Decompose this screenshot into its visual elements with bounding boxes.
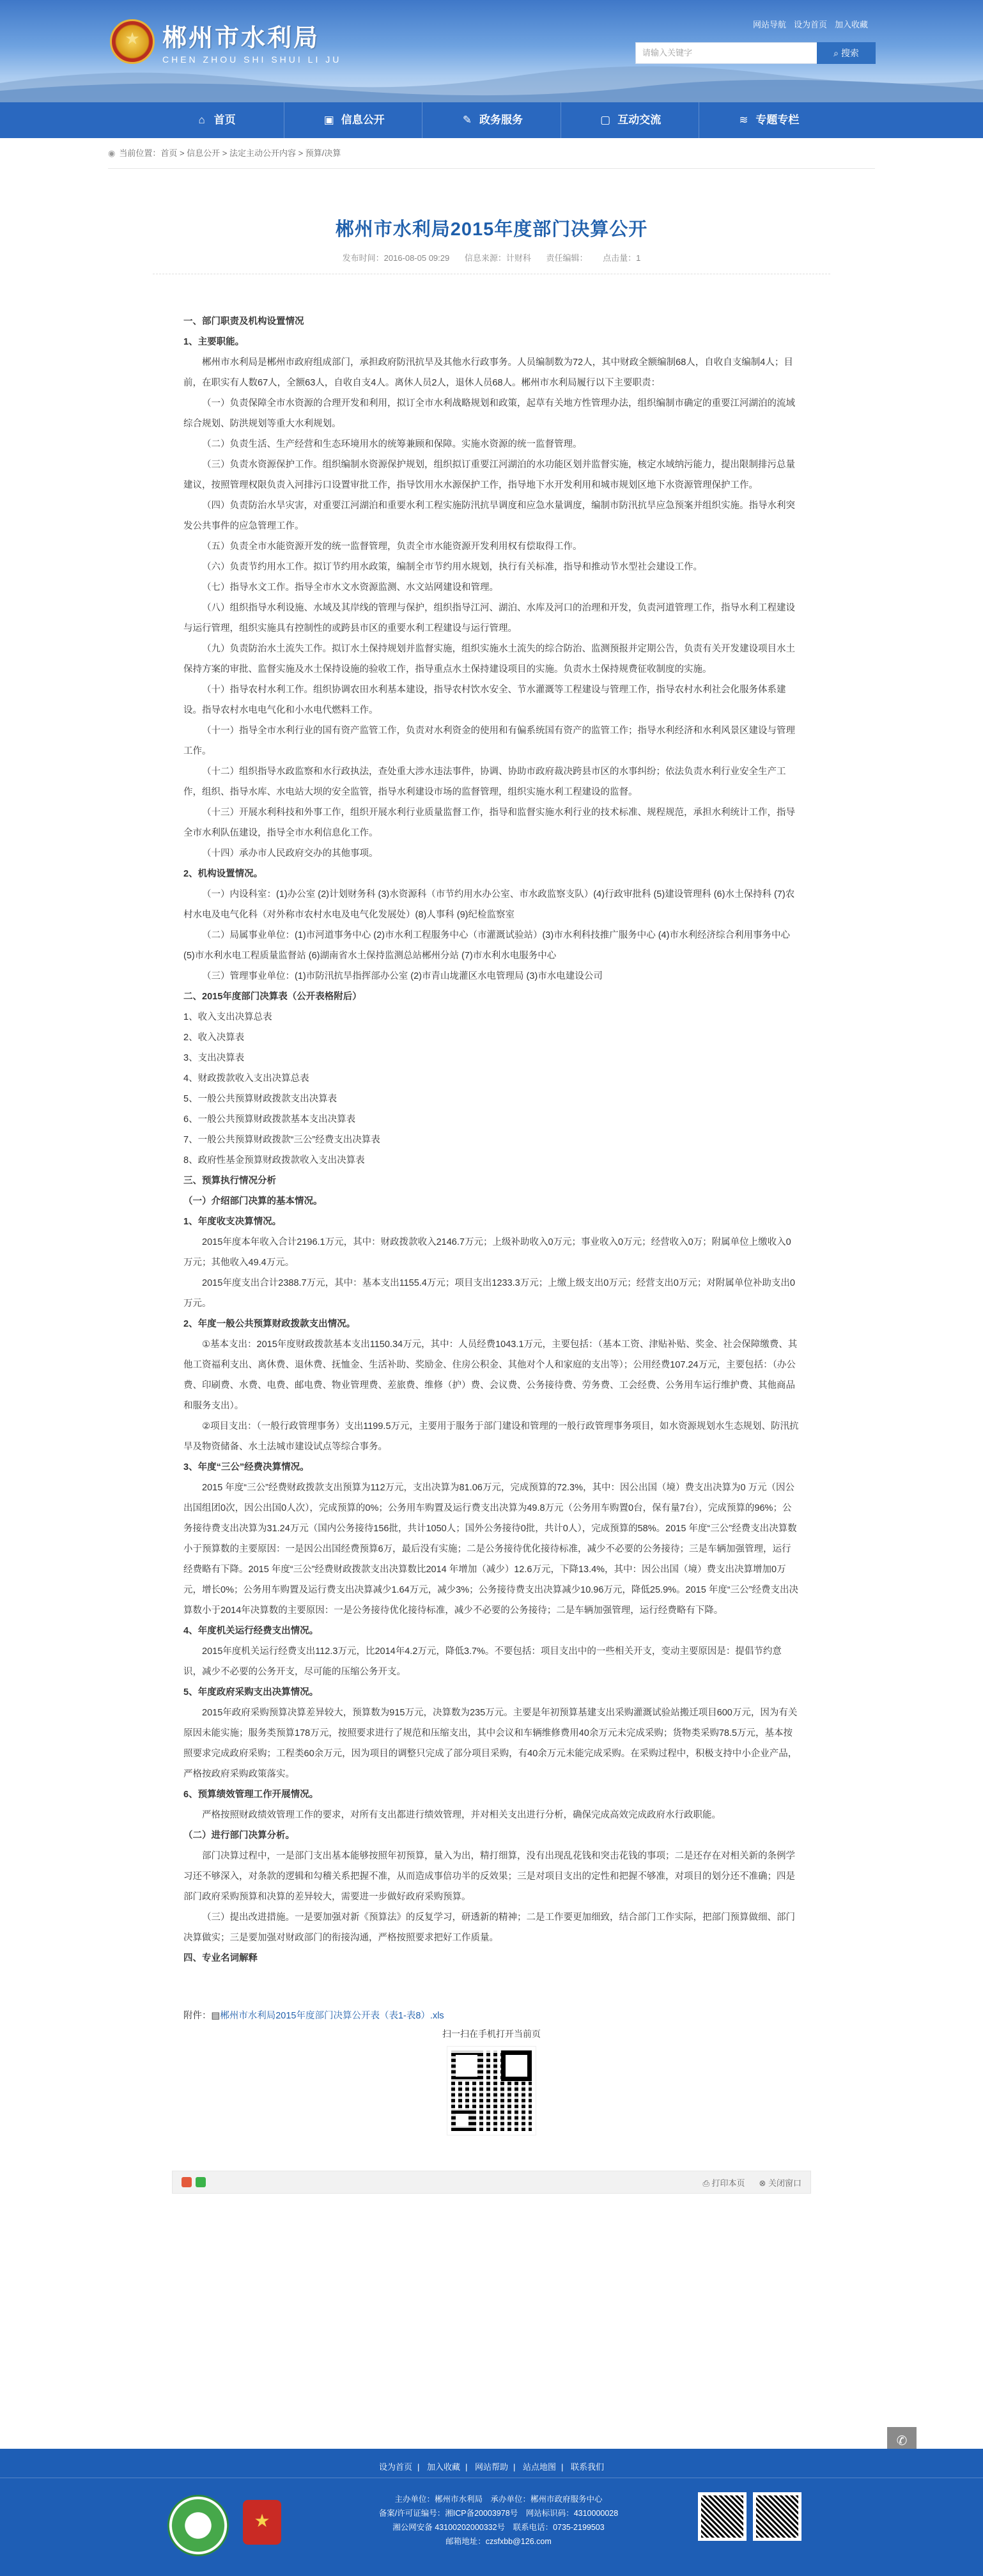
search-button[interactable]: ⌕ 搜索: [817, 42, 876, 64]
article-body: [153, 311, 830, 1969]
close-window-button[interactable]: ⊗ 关闭窗口: [759, 2178, 801, 2188]
section-heading: （一）介绍部门决算的基本情况。: [183, 1196, 323, 1206]
site-footer: [0, 2449, 983, 2576]
paragraph: （十二）组织指导水政监察和水行政执法，查处重大涉水违法事件，协调、协助市政府裁决跨县市区的水事纠纷；依法负责水利行业安全生产工作，组织、指导水库、水电站大坝的安全监管，指导水利建设市场的监督管理，组织实施水利工程建设的监督。: [183, 767, 786, 797]
footer-qr-code-1: [698, 2492, 747, 2541]
paragraph: （二）负责生活、生产经营和生态环境用水的统筹兼顾和保障。实施水资源的统一监督管理。: [202, 439, 582, 449]
section-heading: 1、主要职能。: [183, 337, 245, 347]
section-heading: 三、预算执行情况分析: [183, 1176, 276, 1186]
nav-special-topics[interactable]: ≋ 专题专栏: [699, 102, 837, 138]
paragraph: 2015年度支出合计2388.7万元，其中：基本支出1155.4万元；项目支出1233.3万元；上缴上级支出0万元；经营支出0万元；对附属单位补助支出0万元。: [183, 1278, 795, 1309]
meta-published: 发布时间：2016-08-05 09:29: [342, 253, 450, 263]
meta-source: 信息来源：计财科: [464, 253, 531, 263]
site-header: [0, 0, 983, 102]
attachment: 附件：▤郴州市水利局2015年度部门决算公开表（表1-表8）.xls: [183, 2011, 444, 2021]
table-list-item: 5、一般公共预算财政拨款支出决算表: [183, 1094, 337, 1104]
share-wechat-icon[interactable]: [196, 2177, 206, 2187]
page-qr-code: [447, 2047, 536, 2135]
search-input[interactable]: 请输入关键字: [635, 42, 818, 64]
home-icon: ⌂: [198, 114, 205, 126]
table-list-item: 7、一般公共预算财政拨款“三公”经费支出决算表: [183, 1135, 380, 1145]
paragraph: （八）组织指导水利设施、水域及其岸线的管理与保护，组织指导江河、湖泊、水库及河口的治理和开发，负责河道管理工作，指导水利工程建设与运行管理，组织实施具有控制性的或跨县市区的重要水利工程建设与运行管理。: [183, 603, 795, 634]
layers-icon: ≋: [739, 114, 748, 126]
paragraph: （一）负责保障全市水资源的合理开发和利用，拟订全市水利战略规划和政策，起草有关地方性管理办法，组织编制市确定的重要江河湖泊的流域综合规划、防洪规划等重大水利规划。: [183, 398, 795, 429]
print-button[interactable]: ⎙ 打印本页: [702, 2178, 745, 2188]
paragraph: （七）指导水文工作。指导全市水文水资源监测、水文站网建设和管理。: [202, 582, 499, 593]
national-emblem-icon: [110, 19, 155, 64]
gov-site-badge-icon[interactable]: [167, 2495, 229, 2556]
paragraph: ②项目支出：（一般行政管理事务）支出1199.5万元，主要用于服务于部门建设和管理的一般行政管理事务项目，如水资源规划水生态规划、防汛抗旱及物资储备、水土法城市建设试点等综合事务。: [183, 1421, 799, 1452]
paragraph: （三）管理事业单位：(1)市防汛抗旱指挥部办公室 (2)市青山垅灌区水电管理局 (3)市水电建设公司: [202, 971, 603, 981]
section-heading: 二、2015年度部门决算表（公开表格附后）: [183, 992, 362, 1002]
wechat-float-icon[interactable]: ✆: [887, 2427, 917, 2455]
paragraph: （五）负责全市水能资源开发的统一监督管理，负责全市水能资源开发利用权有偿取得工作。: [202, 542, 582, 552]
nav-gov-service[interactable]: ✎ 政务服务: [422, 102, 561, 138]
location-pin-icon: ◉: [108, 148, 116, 158]
paragraph: （三）提出改进措施。一是要加强对新《预算法》的反复学习，研透新的精神；二是工作要更加细致，结合部门工作实际，把部门预算做细、部门决算做实；三是要加强对财政部门的衔接沟通，严格按照要求把好工作质量。: [183, 1912, 795, 1943]
table-list-item: 6、一般公共预算财政拨款基本支出决算表: [183, 1114, 356, 1125]
section-heading: 6、预算绩效管理工作开展情况。: [183, 1790, 319, 1800]
table-list-item: 2、收入决算表: [183, 1033, 245, 1043]
main-nav: [0, 102, 983, 138]
section-heading: 4、年度机关运行经费支出情况。: [183, 1626, 319, 1636]
section-heading: 1、年度收支决算情况。: [183, 1217, 282, 1227]
share-bar: [172, 2171, 811, 2194]
paragraph: （一）内设科室：(1)办公室 (2)计划财务科 (3)水资源科（市节约用水办公室、市水政监察支队）(4)行政审批科 (5)建设管理科 (6)水土保持科 (7)农村水电及电气化科（对外称市农村水电及电气化发展处）(8)人事科 (9)纪检监察室: [183, 889, 795, 920]
footer-link-sitemap[interactable]: 站点地图: [523, 2462, 557, 2472]
site-logo[interactable]: [110, 18, 341, 65]
paragraph: 严格按照财政绩效管理工作的要求，对所有支出都进行绩效管理，并对相关支出进行分析，确保完成高效完成政府水行政职能。: [202, 1810, 721, 1820]
footer-links: 设为首页 | 加入收藏 | 网站帮助 | 站点地图 | 联系我们: [0, 2449, 983, 2478]
nav-home[interactable]: ⌂ 首页: [146, 102, 284, 138]
paragraph: （十三）开展水利科技和外事工作，组织开展水利行业质量监督工作，指导和监督实施水利行业的技术标准、规程规范，承担水利统计工作，指导全市水利队伍建设，指导全市水利信息化工作。: [183, 808, 795, 838]
share-icons: [182, 2177, 206, 2187]
breadcrumb: ◉ 当前位置：首页 > 信息公开 > 法定主动公开内容 > 预算/决算: [108, 138, 875, 169]
paragraph: （十）指导农村水利工作。组织协调农田水利基本建设，指导农村饮水安全、节水灌溉等工程建设与管理工作，指导农村水利社会化服务体系建设。指导农村水电电气化和小水电代燃料工作。: [183, 685, 786, 715]
article-title: 郴州市水利局2015年度部门决算公开: [335, 219, 648, 240]
footer-link-help[interactable]: 网站帮助: [474, 2462, 508, 2472]
nav-interaction[interactable]: ▢ 互动交流: [561, 102, 699, 138]
article: [153, 169, 830, 2135]
paragraph: 2015年度本年收入合计2196.1万元，其中：财政拨款收入2146.7万元；上级补助收入0万元；事业收入0万元；经营收入0万；附属单位上缴收入0万元；其他收入49.4万元。: [183, 1237, 791, 1268]
paragraph: 2015年政府采购预算决算差异较大，预算数为915万元，决算数为235万元。主要是年初预算基建支出采购灌溉试验站搬迁项目600万元，因为有关原因未能实施；服务类预算178万元，按照要求进行了规范和压缩支出，其中会议和车辆维修费用40余万元未完成采购；货物类采购78.5万元，基本按照要求完成政府采购；工程类60余万元，因为项目的调整只完成了部分项目采购，有40余万元未能完成采购。在采购过程中，积极支持中小企业产品，严格按政府采购政策落实。: [183, 1708, 798, 1779]
qr-caption: 扫一扫在手机打开当前页: [442, 2029, 541, 2039]
paragraph: （十一）指导全市水利行业的国有资产监管工作，负责对水利资金的使用和有偏系统国有资产的监管工作；指导水利经济和水利风景区建设与管理工作。: [183, 726, 795, 756]
paragraph: 2015年度机关运行经费支出112.3万元，比2014年4.2万元，降低3.7%。不要包括：项目支出中的一些相关开支，变动主要原因是：提倡节约意识，减少不必要的公务开支，尽可能的压缩公务开支。: [183, 1646, 782, 1677]
paragraph: （九）负责防治水土流失工作。拟订水土保持规划并监督实施，组织实施水土流失的综合防治、监测预报并定期公告，负责有关开发建设项目水土保持方案的审批、监督实施及水土保持设施的验收工作，指导重点水土保持建设项目的实施。负责水土保持规费征收制度的实施。: [183, 644, 795, 675]
section-heading: 一、部门职责及机构设置情况: [183, 316, 304, 327]
footer-link-contact[interactable]: 联系我们: [571, 2462, 605, 2472]
top-link-home[interactable]: 设为首页: [793, 20, 827, 29]
section-heading: 2、年度一般公共预算财政拨款支出情况。: [183, 1319, 356, 1329]
section-heading: 2、机构设置情况。: [183, 869, 263, 879]
footer-info-text: 主办单位：郴州市水利局 承办单位：郴州市政府服务中心 备案/许可证编号：湘ICP备20003978号 网站标识码：4310000028 湘公网安备 43100202000332号 联系电话：0735-2199503 邮箱地址：czsfxbb@126.com: [378, 2495, 619, 2546]
info-icon: ▣: [323, 114, 334, 126]
section-heading: 3、年度“三公”经费决算情况。: [183, 1462, 309, 1472]
paragraph: （三）负责水资源保护工作。组织编制水资源保护规划，组织拟订重要江河湖泊的水功能区划并监督实施，核定水域纳污能力，提出限制排污总量建议，按照管理权限负责入河排污口设置审批工作，指导饮用水水源保护工作，指导地下水开发利用和城市规划区地下水资源管理保护工作。: [183, 460, 795, 490]
footer-link-favorite[interactable]: 加入收藏: [426, 2462, 460, 2472]
paragraph: （六）负责节约用水工作。拟订节约用水政策，编制全市节约用水规划，执行有关标准，指导和推动节水型社会建设工作。: [202, 562, 702, 572]
paragraph: （十四）承办市人民政府交办的其他事项。: [202, 848, 378, 859]
footer-link-home[interactable]: 设为首页: [378, 2462, 412, 2472]
attachment-file-icon: ▤: [211, 2011, 221, 2021]
site-name-en: CHEN ZHOU SHI SHUI LI JU: [162, 54, 342, 65]
paragraph: 部门决算过程中，一是部门支出基本能够按照年初预算，量入为出，精打细算，没有出现乱花钱和突击花钱的事项；二是还存在对相关新的条例学习还不够深入，对条款的逻辑和勾稽关系把握不准，从而造成事倍功半的反效果；三是对项目支出的定性和把握不够准，对项目的划分还不准确；四是部门政府采购预算和决算的差异较大，需要进一步做好政府采购预算。: [183, 1851, 795, 1902]
section-heading: 5、年度政府采购支出决算情况。: [183, 1687, 319, 1698]
paragraph: ①基本支出：2015年度财政拨款基本支出1150.34万元，其中：人员经费1043.1万元，主要包括：（基本工资、津贴补贴、奖金、社会保障缴费、其他工资福利支出、离休费、退休费、抚恤金、生活补助、奖励金、住房公积金、其他对个人和家庭的支出等）；公用经费107.24万元，主要包括：（办公费、印刷费、水费、电费、邮电费、物业管理费、差旅费、维修（护）费、会议费、公务接待费、劳务费、工会经费、公务用车运行维护费、其他商品和服务支出）。: [183, 1339, 798, 1411]
share-weibo-icon[interactable]: [182, 2177, 192, 2187]
party-gov-badge-icon[interactable]: [243, 2500, 281, 2545]
edit-icon: ✎: [462, 114, 472, 126]
table-list-item: 1、收入支出决算总表: [183, 1012, 272, 1022]
paragraph: 2015 年度“三公”经费财政拨款支出预算为112万元，支出决算为81.06万元，完成预算的72.3%，其中：因公出国（境）费支出决算为0 万元（因公出国组团0次，因公出国0人次），完成预算的0%；公务用车购置及运行费支出决算为49.8万元（公务用车购置0台，保有量7台），完成预算的96%；公务接待费支出决算为31.24万元（国内公务接待156批，共计1050人；国外公务接待0批，共计0人），完成预算的58%。2015 年度“三公”经费支出决算数小于预算数的主要原因：一是因公出国经费预算6万，最后没有实施；二是公务接待优化接待标准，减少不必要的公务接待；三是车辆加强管理，运行经费略有下降。2015 年度“三公”经费财政拨款支出决算数比2014 年增加（减少）12.6万元，下降13.4%，其中：因公出国（境）费支出决算增加0万元，增长0%；公务用车购置及运行费支出决算减少1.64万元，减少3%；公务接待费支出决算减少10.96万元，降低25.9%。2015 年度“三公”经费支出决算数小于2014年决算数的主要原因：一是公务接待优化接待标准，减少不必要的公务接待；二是车辆加强管理，运行经费略有下降。: [183, 1483, 798, 1616]
table-list-item: 8、政府性基金预算财政拨款收入支出决算表: [183, 1155, 365, 1166]
top-link-nav[interactable]: 网站导航: [752, 20, 786, 29]
section-heading: 四、专业名词解释: [183, 1953, 258, 1963]
top-link-favorite[interactable]: 加入收藏: [834, 20, 868, 29]
paragraph: 郴州市水利局是郴州市政府组成部门，承担政府防汛抗旱及其他水行政事务。人员编制数为72人，其中财政全额编制68人，自收自支编制4人；目前，在职实有人数67人，全额63人，自收自支4人。离休人员2人，退休人员68人。郴州市水利局履行以下主要职责：: [183, 357, 793, 388]
chat-icon: ▢: [600, 114, 611, 126]
search-icon: ⌕: [833, 48, 841, 58]
footer-qr-code-2: [753, 2492, 801, 2541]
top-links: [753, 18, 868, 30]
table-list-item: 4、财政拨款收入支出决算总表: [183, 1073, 309, 1084]
paragraph: （四）负责防治水旱灾害，对重要江河湖泊和重要水利工程实施防汛抗旱调度和应急水量调度，编制市防汛抗旱应急预案并组织实施。指导水利突发公共事件的应急管理工作。: [183, 501, 795, 531]
section-heading: （二）进行部门决算分析。: [183, 1831, 295, 1841]
site-name-cn: 郴州市水利局: [162, 25, 320, 52]
article-meta: [153, 251, 830, 274]
meta-editor: 责任编辑：: [546, 253, 588, 263]
meta-views: 点击量：1: [603, 253, 641, 263]
paragraph: （二）局属事业单位：(1)市河道事务中心 (2)市水利工程服务中心（市灌溉试验站）(3)市水利科技推广服务中心 (4)市水利经济综合利用事务中心 (5)市水利水电工程质量监督站 (6)湖南省水土保持监测总站郴州分站 (7)市水利水电服务中心: [183, 930, 790, 961]
nav-info-disclosure[interactable]: ▣ 信息公开: [284, 102, 422, 138]
table-list-item: 3、支出决算表: [183, 1053, 245, 1063]
attachment-link[interactable]: 郴州市水利局2015年度部门决算公开表（表1-表8）.xls: [220, 2011, 444, 2021]
